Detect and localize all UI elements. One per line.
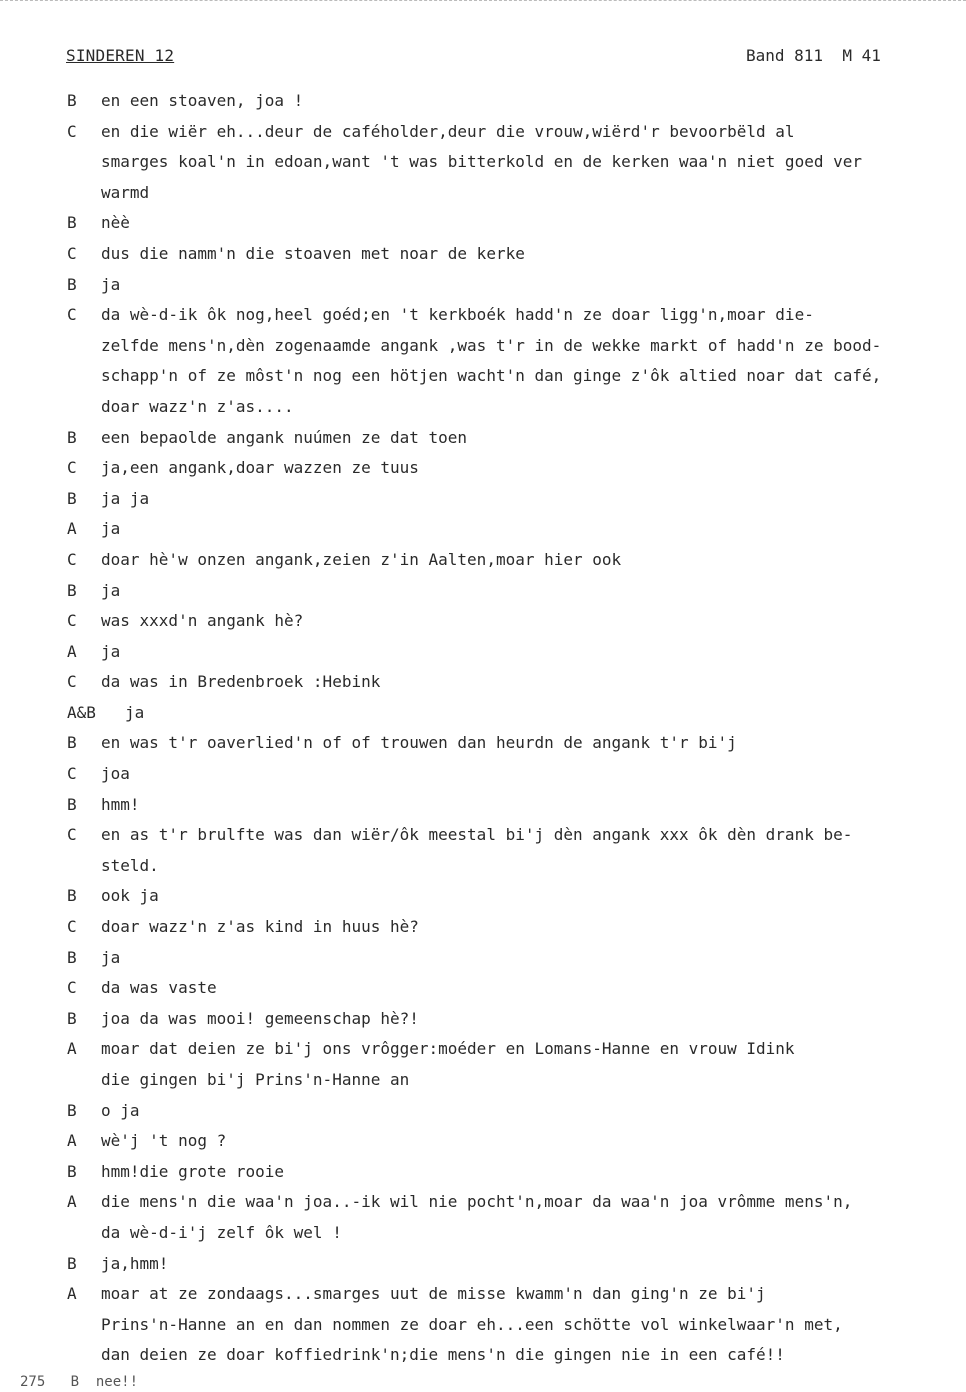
transcript-line: [0, 1218, 966, 1249]
speaker-label: C: [67, 611, 77, 631]
speaker-label: B: [67, 733, 77, 753]
transcript-line: [0, 1157, 966, 1188]
transcript-line: [0, 1004, 966, 1035]
utterance-text: dan deien ze doar koffiedrink'n;die mens'n die gingen nie in een café!!: [101, 1345, 785, 1365]
transcript-line: [0, 331, 966, 362]
transcript-line: [0, 728, 966, 759]
transcript-line: [0, 698, 966, 729]
utterance-text: o ja: [101, 1100, 140, 1120]
utterance-text: hmm!: [101, 794, 140, 814]
utterance-text: smarges koal'n in edoan,want 't was bitterkold en de kerken waa'n niet goed ver: [101, 152, 862, 172]
utterance-text: ja,hmm!: [101, 1253, 169, 1273]
utterance-text: nèè: [101, 213, 130, 233]
utterance-text: joa: [101, 764, 130, 784]
speaker-label: C: [67, 121, 77, 141]
speaker-label: B: [67, 1253, 77, 1273]
utterance-text: wè'j 't nog ?: [101, 1131, 227, 1151]
speaker-label: B: [67, 886, 77, 906]
utterance-text: was xxxd'n angank hè?: [101, 611, 304, 631]
utterance-text: hmm!die grote rooie: [101, 1161, 285, 1181]
utterance-text: schapp'n of ze môst'n nog een hötjen wacht'n dan ginge z'ôk altied noar dat café,: [101, 366, 882, 386]
utterance-text: da wè-d-i'j zelf ôk wel !: [101, 1222, 342, 1242]
utterance-text: ja: [101, 641, 121, 661]
utterance-text: warmd: [101, 182, 150, 202]
transcript-line: [0, 423, 966, 454]
utterance-text: joa da was mooi! gemeenschap hè?!: [101, 1008, 419, 1028]
utterance-text: een bepaolde angank nuúmen ze dat toen: [101, 427, 468, 447]
utterance-text: die mens'n die waa'n joa..-ik wil nie pocht'n,moar da waa'n joa vrômme mens'n,: [101, 1192, 853, 1212]
transcript-line: [0, 239, 966, 270]
utterance-text: doar hè'w onzen angank,zeien z'in Aalten,moar hier ook: [101, 549, 622, 569]
utterance-text: dus die namm'n die stoaven met noar de kerke: [101, 243, 525, 263]
speaker-label: C: [67, 825, 77, 845]
transcript-line: [0, 392, 966, 423]
speaker-label: B: [67, 1100, 77, 1120]
transcript-line: [0, 1249, 966, 1280]
speaker-label: C: [67, 305, 77, 325]
utterance-text: moar at ze zondaags...smarges uut de misse kwamm'n dan ging'n ze bi'j: [101, 1284, 766, 1304]
speaker-label: A: [67, 1039, 77, 1059]
utterance-text: en as t'r brulfte was dan wiër/ôk meestal bi'j dèn angank xxx ôk dèn drank be-: [101, 825, 853, 845]
speaker-label: B: [67, 213, 77, 233]
transcript-line: [0, 667, 966, 698]
transcript-line: [0, 484, 966, 515]
speaker-label: C: [67, 243, 77, 263]
transcript-line: [0, 1096, 966, 1127]
transcript-line: [0, 576, 966, 607]
utterance-text: ja: [101, 580, 121, 600]
utterance-text: da was in Bredenbroek :Hebink: [101, 672, 381, 692]
speaker-label: C: [67, 764, 77, 784]
transcript-line: [0, 147, 966, 178]
utterance-text: ja: [101, 274, 121, 294]
utterance-text: zelfde mens'n,dèn zogenaamde angank ,was t'r in de wekke markt of hadd'n ze bood-: [101, 335, 882, 355]
transcript-line: [0, 820, 966, 851]
transcript-line: [0, 300, 966, 331]
utterance-text: ja,een angank,doar wazzen ze tuus: [101, 458, 419, 478]
transcript-line: [0, 514, 966, 545]
transcript-line: [0, 1279, 966, 1310]
transcript-line: [0, 973, 966, 1004]
transcript-line: [0, 912, 966, 943]
utterance-text: moar dat deien ze bi'j ons vrôgger:moéder en Lomans-Hanne en vrouw Idink: [101, 1039, 795, 1059]
speaker-label: C: [67, 978, 77, 998]
transcript-line: [0, 453, 966, 484]
speaker-label: A: [67, 1131, 77, 1151]
utterance-text: ook ja: [101, 886, 159, 906]
band-reference: Band 811 M 41: [746, 46, 881, 65]
speaker-label: A&B: [67, 702, 96, 722]
transcript-line: [0, 1187, 966, 1218]
utterance-text: da wè-d-ik ôk nog,heel goéd;en 't kerkboék hadd'n ze doar ligg'n,moar die-: [101, 305, 814, 325]
speaker-label: C: [67, 917, 77, 937]
page-title: SINDEREN 12: [66, 46, 175, 65]
speaker-label: B: [67, 274, 77, 294]
top-edge-divider: [0, 0, 966, 9]
speaker-label: B: [67, 794, 77, 814]
speaker-label: B: [67, 580, 77, 600]
utterance-text: en die wiër eh...deur de caféholder,deur die vrouw,wiërd'r bevoorbëld al: [101, 121, 795, 141]
transcript-line: [0, 1340, 966, 1371]
transcript-line: [0, 790, 966, 821]
speaker-label: C: [67, 458, 77, 478]
speaker-label: A: [67, 1284, 77, 1304]
speaker-label: B: [67, 947, 77, 967]
cut-off-footer-line: 275 B nee!!: [20, 1374, 139, 1390]
speaker-label: C: [67, 549, 77, 569]
utterance-text: doar wazz'n z'as....: [101, 396, 294, 416]
transcript-line: [0, 270, 966, 301]
transcript-line: [0, 881, 966, 912]
speaker-label: A: [67, 641, 77, 661]
transcript-line: [0, 851, 966, 882]
transcript-line: [0, 606, 966, 637]
utterance-text: doar wazz'n z'as kind in huus hè?: [101, 917, 419, 937]
speaker-label: B: [67, 91, 77, 110]
utterance-text: da was vaste: [101, 978, 217, 998]
speaker-label: B: [67, 488, 77, 508]
transcript-line: [0, 637, 966, 668]
speaker-label: B: [67, 1008, 77, 1028]
transcript-line: [0, 117, 966, 148]
transcript-line: [0, 759, 966, 790]
utterance-text: ja: [101, 947, 121, 967]
speaker-label: B: [67, 427, 77, 447]
utterance-text: en was t'r oaverlied'n of of trouwen dan heurdn de angank t'r bi'j: [101, 733, 737, 753]
utterance-text: ja ja: [101, 488, 150, 508]
transcript-line: [0, 1310, 966, 1341]
transcript-line: [0, 208, 966, 239]
transcript-lines: [0, 86, 966, 1371]
speaker-label: B: [67, 1161, 77, 1181]
utterance-text: die gingen bi'j Prins'n-Hanne an: [101, 1070, 410, 1089]
transcript-line: [0, 86, 966, 117]
utterance-text: Prins'n-Hanne an en dan nommen ze doar eh...een schötte vol winkelwaar'n met,: [101, 1314, 843, 1334]
transcript-line: [0, 545, 966, 576]
utterance-text: ja: [101, 519, 121, 539]
speaker-label: A: [67, 1192, 77, 1212]
utterance-text: ja: [125, 702, 145, 722]
transcript-line: [0, 1034, 966, 1065]
speaker-label: A: [67, 519, 77, 539]
speaker-label: C: [67, 672, 77, 692]
utterance-text: en een stoaven, joa !: [101, 91, 304, 110]
transcript-line: [0, 943, 966, 974]
utterance-text: steld.: [101, 855, 159, 875]
transcript-line: [0, 178, 966, 209]
transcript-line: [0, 361, 966, 392]
transcript-line: [0, 1065, 966, 1096]
transcript-line: [0, 1126, 966, 1157]
